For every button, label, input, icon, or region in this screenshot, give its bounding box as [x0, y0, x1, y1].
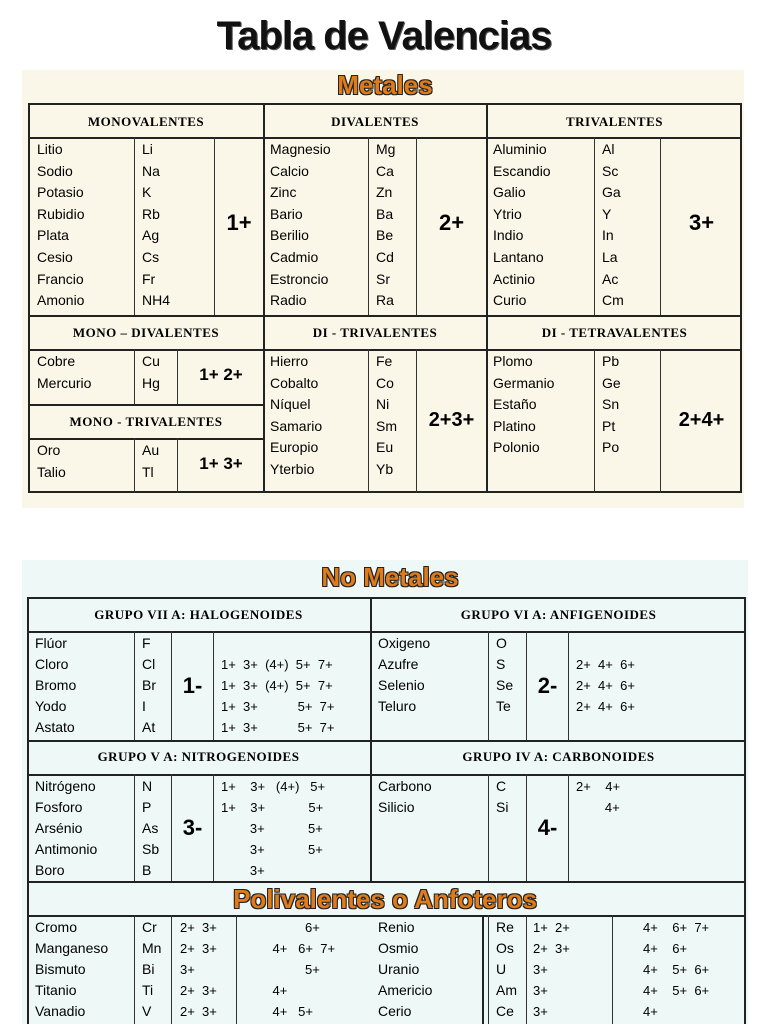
polivalentes-right-symbols-item: Am — [496, 982, 517, 998]
nitrogenoides-oxidation-item: 3+ — [221, 863, 265, 878]
halogenoides-names-item: Yodo — [35, 698, 67, 714]
polivalentes-right-names — [378, 917, 432, 1022]
trivalentes-symbols-item: Ac — [602, 270, 619, 287]
halogenoides-oxidation — [221, 633, 334, 738]
halogenoides-symbols-item: Br — [142, 677, 156, 693]
divalentes-symbols-item: Cd — [376, 248, 394, 265]
anfigenoides-symbols-item: O — [496, 635, 507, 651]
di-tetravalentes-symbols-item: Pt — [602, 417, 616, 434]
trivalentes-symbols-item: In — [602, 227, 614, 244]
anfigenoides-oxidation-item: 2+ 4+ 6+ — [576, 699, 635, 714]
anfigenoides-names-item: Azufre — [378, 656, 419, 672]
nitrogenoides-symbols-item: B — [142, 862, 152, 878]
di-tetravalentes-names-item: Plomo — [493, 353, 533, 369]
nitrogenoides-oxidation — [221, 776, 325, 881]
halogenoides-oxidation-item: 1+ 3+ (4+) 5+ 7+ — [221, 678, 333, 693]
di-trivalentes-names-item: Cobalto — [270, 374, 319, 391]
di-trivalentes-symbols-item: Eu — [376, 439, 394, 456]
polivalentes-left-names-item: Bismuto — [35, 961, 86, 977]
anfigenoides-names — [378, 633, 430, 717]
di-trivalentes-names-item: Europio — [270, 439, 319, 456]
carbonoides-oxidation — [576, 776, 620, 818]
polivalentes-left-low-item: 2+ 3+ — [180, 983, 217, 998]
header-mono-trivalentes: MONO - TRIVALENTES — [69, 414, 223, 429]
di-tetravalentes-names-item: Polonio — [493, 439, 540, 456]
di-trivalentes-names-item: Níquel — [270, 396, 311, 413]
monovalentes-symbols-item: Na — [142, 162, 160, 179]
monovalentes-symbols-item: NH4 — [142, 292, 171, 309]
trivalentes-names-item: Indio — [493, 227, 524, 244]
mono-trivalentes-symbols-item: Tl — [142, 463, 154, 480]
halogenoides-names — [35, 633, 76, 738]
halogenoides-names-item: Cloro — [35, 656, 69, 672]
divalentes-names-item: Bario — [270, 205, 303, 222]
monovalentes-names-item: Cesio — [37, 248, 73, 265]
monovalentes-names-item: Rubidio — [37, 205, 85, 222]
halogenoides-symbols-item: Cl — [142, 656, 156, 672]
divalentes-names-item: Magnesio — [270, 141, 331, 157]
mono-trivalentes-valence: 1+ 3+ — [199, 454, 243, 473]
header-carbonoides: GRUPO IV A: CARBONOIDES — [462, 749, 655, 764]
polivalentes-right-low-item: 3+ — [533, 983, 548, 998]
polivalentes-right-high-item: 4+ — [643, 1004, 658, 1019]
divalentes-symbols-item: Ca — [376, 162, 394, 179]
divalentes-symbols-item: Ra — [376, 292, 394, 309]
carbonoides-symbols — [496, 776, 508, 818]
carbonoides-names-item: Silicio — [378, 799, 415, 815]
divalentes-symbols — [376, 139, 395, 312]
anfigenoides-oxidation — [576, 633, 635, 717]
polivalentes-left-low-item: 2+ 3+ — [180, 941, 217, 956]
monovalentes-symbols-item: Cs — [142, 248, 160, 265]
anfigenoides-names-item: Selenio — [378, 677, 425, 693]
nitrogenoides-names-item: Fosforo — [35, 799, 83, 815]
anfigenoides-symbols-item: Te — [496, 698, 511, 714]
polivalentes-right-high-item: 4+ 6+ — [643, 941, 688, 956]
divalentes-symbols-item: Be — [376, 227, 394, 244]
carbonoides-oxidation-item: 2+ 4+ — [576, 779, 621, 794]
header-halogenoides: GRUPO VII A: HALOGENOIDES — [94, 607, 303, 622]
di-tetravalentes-names-item: Germanio — [493, 374, 555, 391]
polivalentes-left-high-item: 6+ — [240, 920, 320, 935]
monovalentes-symbols-item: Rb — [142, 205, 160, 222]
mono-divalentes-symbols-item: Cu — [142, 353, 160, 369]
trivalentes-symbols-item: Cm — [602, 292, 624, 309]
polivalentes-left-names-item: Manganeso — [35, 940, 109, 956]
nitrogenoides-oxidation-item: 1+ 3+ (4+) 5+ — [221, 779, 326, 794]
halogenoides-names-item: Flúor — [35, 635, 67, 651]
di-tetravalentes-valence: 2+4+ — [678, 409, 725, 431]
trivalentes-symbols — [602, 139, 624, 312]
polivalentes-left-names — [35, 917, 108, 1022]
polivalentes-right-symbols-item: U — [496, 961, 507, 977]
nitrogenoides-oxidation-item: 3+ 5+ — [221, 842, 323, 857]
divalentes-names-item: Zinc — [270, 184, 297, 201]
di-trivalentes-symbols-item: Fe — [376, 353, 393, 369]
anfigenoides-oxidation-item: 2+ 4+ 6+ — [576, 657, 635, 672]
nitrogenoides-symbols-item: Sb — [142, 841, 160, 857]
polivalentes-left-names-item: Vanadio — [35, 1003, 86, 1019]
polivalentes-left-symbols — [142, 917, 161, 1022]
polivalentes-left-high-item: 4+ 6+ 7+ — [240, 941, 336, 956]
polivalentes-left-high-item: 4+ — [240, 983, 288, 998]
carbonoides-valence: 4- — [537, 815, 558, 840]
mono-divalentes-names-item: Mercurio — [37, 374, 92, 391]
polivalentes-right-high — [643, 917, 709, 1022]
halogenoides-symbols-item: I — [142, 698, 146, 714]
di-trivalentes-symbols-item: Sm — [376, 417, 397, 434]
polivalentes-right-names-item: Uranio — [378, 961, 420, 977]
monovalentes-symbols-item: Li — [142, 141, 153, 157]
polivalentes-right-high-item: 4+ 6+ 7+ — [643, 920, 710, 935]
header-monovalentes: MONOVALENTES — [87, 114, 205, 129]
polivalentes-left-low-item: 2+ 3+ — [180, 1004, 217, 1019]
di-trivalentes-symbols — [376, 351, 397, 481]
polivalentes-right-symbols-item: Os — [496, 940, 514, 956]
divalentes-symbols-item: Mg — [376, 141, 396, 157]
halogenoides-oxidation-item: 1+ 3+ 5+ 7+ — [221, 720, 335, 735]
mono-divalentes-valence: 1+ 2+ — [199, 365, 243, 384]
halogenoides-oxidation-item: 1+ 3+ (4+) 5+ 7+ — [221, 657, 333, 672]
nitrogenoides-names-item: Antimonio — [35, 841, 98, 857]
halogenoides-symbols-item: F — [142, 635, 151, 651]
divalentes-names-item: Cadmio — [270, 248, 319, 265]
anfigenoides-oxidation-item — [576, 633, 635, 654]
carbonoides-symbols-item: C — [496, 778, 507, 794]
polivalentes-right-names-item: Cerio — [378, 1003, 412, 1019]
page-title: Tabla de Valencias — [216, 14, 552, 58]
halogenoides-symbols — [142, 633, 156, 738]
anfigenoides-symbols-item: Se — [496, 677, 514, 693]
trivalentes-names-item: Ytrio — [493, 205, 522, 222]
polivalentes-right-low-item: 2+ 3+ — [533, 941, 570, 956]
header-trivalentes: TRIVALENTES — [565, 114, 664, 129]
mono-divalentes-names-item: Cobre — [37, 353, 76, 369]
nitrogenoides-oxidation-item: 3+ 5+ — [221, 821, 323, 836]
halogenoides-oxidation-item — [221, 633, 334, 654]
polivalentes-left-symbols-item: V — [142, 1003, 152, 1019]
di-tetravalentes-names-item: Estaño — [493, 396, 537, 413]
monovalentes-symbols — [142, 139, 170, 312]
nitrogenoides-names-item: Nitrógeno — [35, 778, 96, 794]
polivalentes-right-names-item: Americio — [378, 982, 433, 998]
polivalentes-right-high-item: 4+ 5+ 6+ — [643, 983, 710, 998]
polivalentes-right-low-item: 3+ — [533, 1004, 548, 1019]
halogenoides-symbols-item: At — [142, 719, 156, 735]
header-anfigenoides: GRUPO VI A: ANFIGENOIDES — [460, 607, 657, 622]
anfigenoides-symbols — [496, 633, 513, 717]
trivalentes-symbols-item: Sc — [602, 162, 619, 179]
polivalentes-right-names-item: Renio — [378, 919, 415, 935]
polivalentes-right-symbols — [496, 917, 517, 1022]
trivalentes-names-item: Aluminio — [493, 141, 547, 157]
halogenoides-oxidation-item: 1+ 3+ 5+ 7+ — [221, 699, 335, 714]
nitrogenoides-symbols — [142, 776, 159, 881]
carbonoides-oxidation-item: 4+ — [576, 800, 620, 815]
di-trivalentes-names-item: Hierro — [270, 353, 309, 369]
di-trivalentes-symbols-item: Yb — [376, 460, 394, 477]
di-trivalentes-symbols-item: Ni — [376, 396, 390, 413]
carbonoides-names-item: Carbono — [378, 778, 432, 794]
monovalentes-valence: 1+ — [226, 210, 252, 235]
mono-trivalentes-symbols — [142, 440, 159, 483]
divalentes-valence: 2+ — [438, 210, 465, 235]
monovalentes-names-item: Amonio — [37, 292, 85, 309]
polivalentes-right-low — [533, 917, 570, 1022]
halogenoides-valence: 1- — [182, 673, 203, 698]
nitrogenoides-names-item: Arsénio — [35, 820, 83, 836]
polivalentes-right-low-item: 1+ 2+ — [533, 920, 570, 935]
di-tetravalentes-symbols-item: Ge — [602, 374, 621, 391]
halogenoides-names-item: Bromo — [35, 677, 77, 693]
di-tetravalentes-symbols-item: Pb — [602, 353, 620, 369]
anfigenoides-names-item: Oxigeno — [378, 635, 431, 651]
di-trivalentes-symbols-item: Co — [376, 374, 394, 391]
anfigenoides-names-item: Teluro — [378, 698, 417, 714]
anfigenoides-valence: 2- — [537, 673, 558, 698]
monovalentes-names-item: Litio — [37, 141, 63, 157]
di-trivalentes-valence: 2+3+ — [428, 409, 475, 431]
trivalentes-names-item: Curio — [493, 292, 527, 309]
polivalentes-label: Polivalentes o Anfoteros — [233, 884, 537, 914]
polivalentes-right-symbols-item: Ce — [496, 1003, 514, 1019]
metales-label: Metales — [337, 70, 433, 100]
monovalentes-names-item: Potasio — [37, 184, 84, 201]
nitrogenoides-valence: 3- — [182, 815, 203, 840]
monovalentes-names — [37, 139, 84, 312]
monovalentes-names-item: Francio — [37, 270, 84, 287]
di-trivalentes-names-item: Samario — [270, 417, 323, 434]
monovalentes-names-item: Sodio — [37, 162, 73, 179]
header-nitrogenoides: GRUPO V A: NITROGENOIDES — [97, 749, 300, 764]
no-metales-label: No Metales — [321, 562, 459, 592]
mono-trivalentes-names-item: Oro — [37, 442, 61, 458]
di-tetravalentes-names — [493, 351, 554, 459]
polivalentes-right-symbols-item: Re — [496, 919, 514, 935]
monovalentes-symbols-item: K — [142, 184, 152, 201]
mono-divalentes-symbols-item: Hg — [142, 374, 160, 391]
divalentes-symbols-item: Ba — [376, 205, 394, 222]
polivalentes-left-low — [180, 917, 217, 1022]
divalentes-names-item: Estroncio — [270, 270, 329, 287]
nitrogenoides-symbols-item: P — [142, 799, 152, 815]
nitrogenoides-oxidation-item: 1+ 3+ 5+ — [221, 800, 324, 815]
nitrogenoides-names-item: Boro — [35, 862, 65, 878]
di-tetravalentes-symbols — [602, 351, 621, 459]
divalentes-names-item: Berilio — [270, 227, 309, 244]
di-tetravalentes-symbols-item: Po — [602, 439, 620, 456]
nitrogenoides-symbols-item: N — [142, 778, 153, 794]
polivalentes-left-low-item: 3+ — [180, 962, 195, 977]
di-tetravalentes-names-item: Platino — [493, 417, 536, 434]
trivalentes-names-item: Escandio — [493, 162, 551, 179]
trivalentes-names — [493, 139, 551, 312]
mono-divalentes-names — [37, 351, 91, 394]
nitrogenoides-symbols-item: As — [142, 820, 159, 836]
divalentes-names-item: Radio — [270, 292, 307, 309]
polivalentes-left-symbols-item: Ti — [142, 982, 154, 998]
polivalentes-right-high-item: 4+ 5+ 6+ — [643, 962, 710, 977]
halogenoides-names-item: Astato — [35, 719, 75, 735]
monovalentes-names-item: Plata — [37, 227, 69, 244]
mono-trivalentes-names — [37, 440, 66, 483]
mono-trivalentes-symbols-item: Au — [142, 442, 160, 458]
polivalentes-left-high — [240, 917, 335, 1022]
polivalentes-left-low-item: 2+ 3+ — [180, 920, 217, 935]
polivalentes-left-symbols-item: Mn — [142, 940, 162, 956]
trivalentes-names-item: Galio — [493, 184, 526, 201]
divalentes-names-item: Calcio — [270, 162, 309, 179]
polivalentes-left-high-item: 4+ 5+ — [240, 1004, 313, 1019]
di-trivalentes-names-item: Yterbio — [270, 460, 315, 477]
polivalentes-left-high-item: 5+ — [240, 962, 320, 977]
polivalentes-left-names-item: Cromo — [35, 919, 78, 935]
divalentes-symbols-item: Sr — [376, 270, 390, 287]
polivalentes-left-symbols-item: Bi — [142, 961, 155, 977]
polivalentes-left-names-item: Titanio — [35, 982, 77, 998]
trivalentes-valence: 3+ — [688, 210, 715, 235]
anfigenoides-symbols-item: S — [496, 656, 506, 672]
trivalentes-symbols-item: Y — [602, 205, 612, 222]
trivalentes-names-item: Actinio — [493, 270, 536, 287]
monovalentes-symbols-item: Ag — [142, 227, 160, 244]
header-di-tetravalentes: DI - TETRAVALENTES — [541, 325, 688, 340]
polivalentes-right-low-item: 3+ — [533, 962, 548, 977]
mono-divalentes-symbols — [142, 351, 160, 394]
trivalentes-names-item: Lantano — [493, 248, 544, 265]
di-trivalentes-names — [270, 351, 322, 481]
header-mono-divalentes: MONO – DIVALENTES — [72, 325, 220, 340]
divalentes-symbols-item: Zn — [376, 184, 393, 201]
anfigenoides-oxidation-item: 2+ 4+ 6+ — [576, 678, 635, 693]
carbonoides-symbols-item: Si — [496, 799, 509, 815]
mono-trivalentes-names-item: Talio — [37, 463, 66, 480]
monovalentes-symbols-item: Fr — [142, 270, 156, 287]
carbonoides-names — [378, 776, 432, 818]
trivalentes-symbols-item: Ga — [602, 184, 621, 201]
divalentes-names — [270, 139, 331, 312]
polivalentes-left-symbols-item: Cr — [142, 919, 157, 935]
polivalentes-right-names-item: Osmio — [378, 940, 419, 956]
trivalentes-symbols-item: Al — [602, 141, 615, 157]
header-di-trivalentes: DI - TRIVALENTES — [312, 325, 438, 340]
header-divalentes: DIVALENTES — [331, 114, 419, 129]
trivalentes-symbols-item: La — [602, 248, 618, 265]
di-tetravalentes-symbols-item: Sn — [602, 396, 620, 413]
nitrogenoides-names — [35, 776, 97, 881]
